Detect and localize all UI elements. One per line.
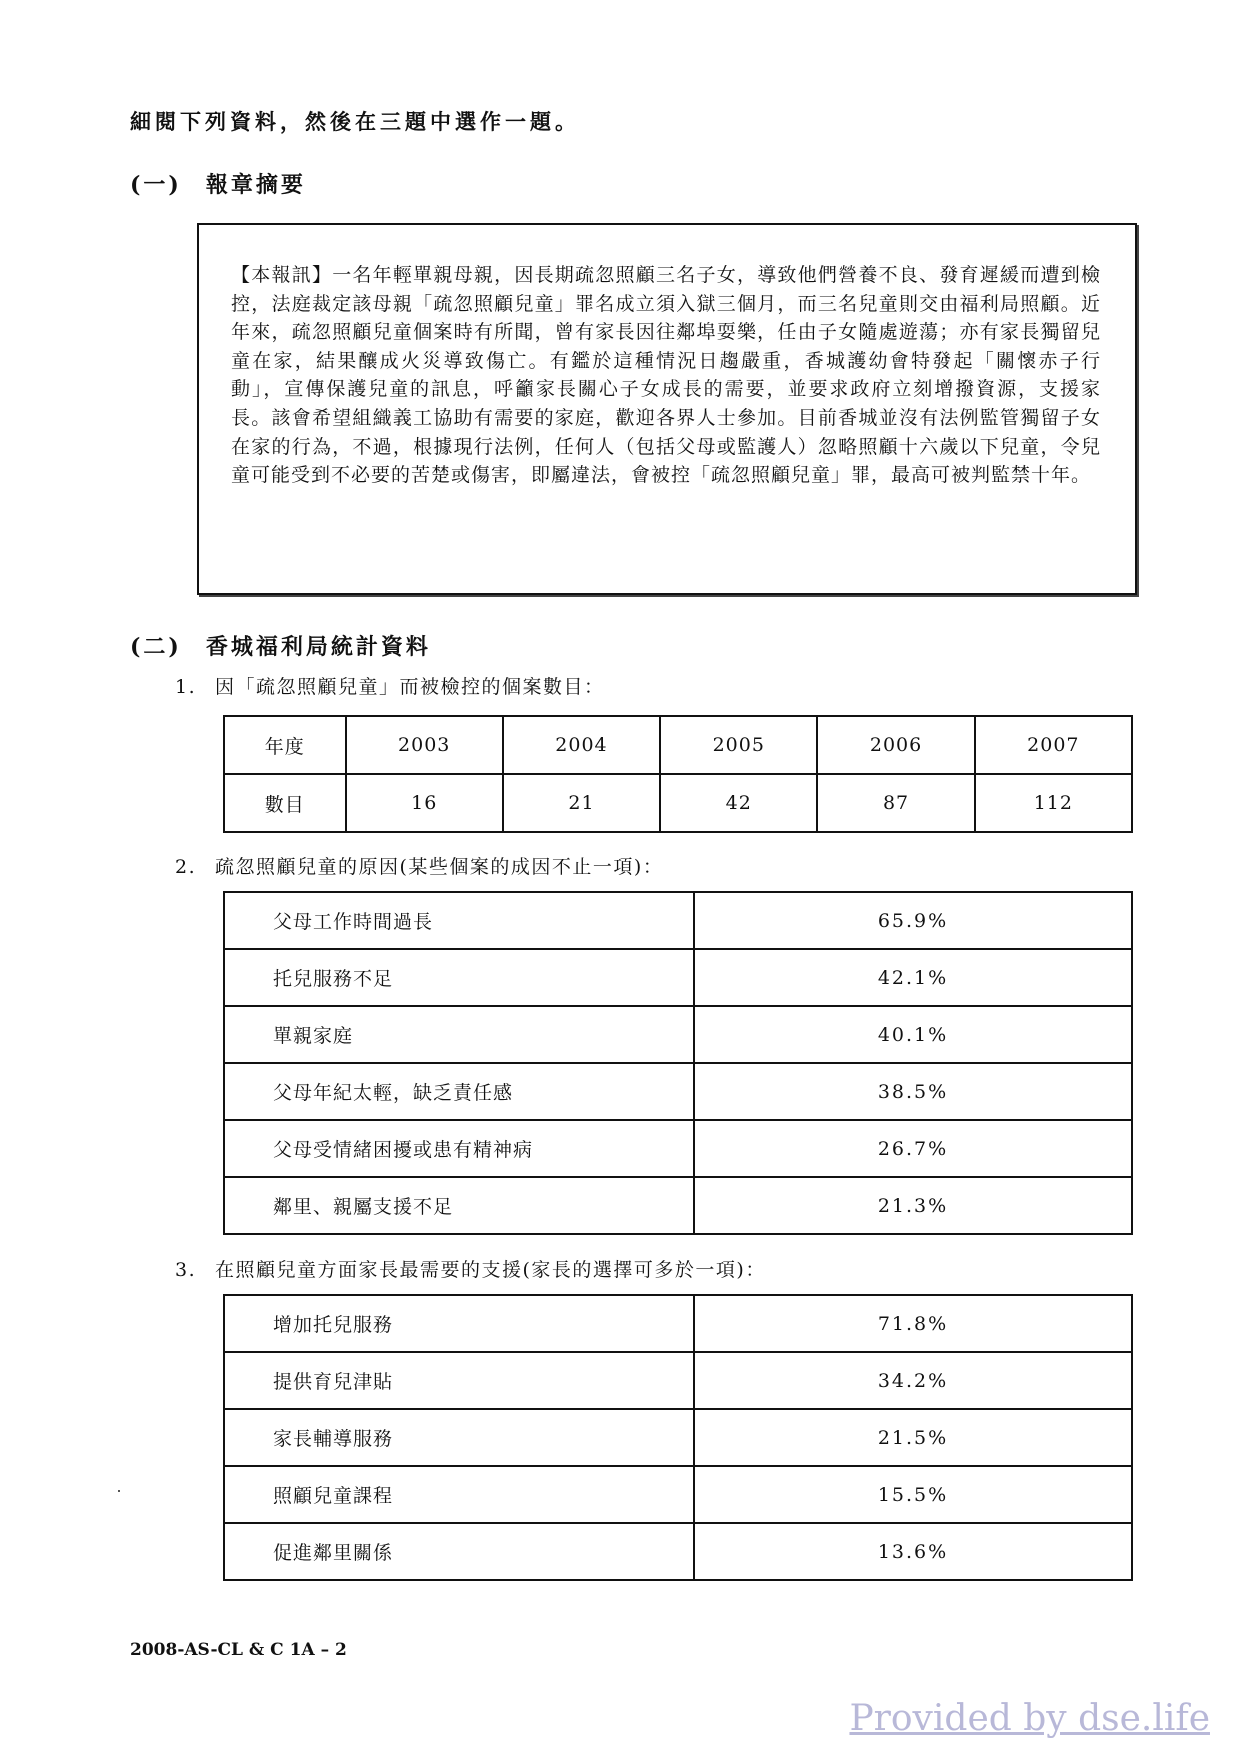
support-label: 照顧兒童課程 <box>224 1466 694 1523</box>
reason-value: 38.5% <box>694 1063 1132 1120</box>
year-cell: 2003 <box>346 716 503 774</box>
table-row <box>224 1120 1132 1177</box>
neglect-reasons-table <box>223 891 1133 1235</box>
section-2-number: (二) <box>130 634 182 660</box>
table-row <box>224 1523 1132 1580</box>
table-header-year: 年度 <box>224 716 346 774</box>
question-2-number: 2. <box>175 856 197 878</box>
count-cell: 16 <box>346 774 503 832</box>
question-3-number: 3. <box>175 1259 197 1281</box>
count-cell: 87 <box>817 774 974 832</box>
count-cell: 42 <box>660 774 817 832</box>
news-summary-box <box>197 223 1137 595</box>
reason-label: 父母工作時間過長 <box>224 892 694 949</box>
table-row <box>224 949 1132 1006</box>
question-2-text: 疏忽照顧兒童的原因(某些個案的成因不止一項)： <box>215 856 664 878</box>
reason-label: 單親家庭 <box>224 1006 694 1063</box>
page-footer-code: 2008-AS-CL & C 1A – 2 <box>130 1640 347 1660</box>
count-cell: 112 <box>975 774 1132 832</box>
table-row <box>224 716 1132 774</box>
table-row <box>224 1177 1132 1234</box>
parent-support-needs-table <box>223 1294 1133 1581</box>
reason-value: 42.1% <box>694 949 1132 1006</box>
table-row <box>224 774 1132 832</box>
instruction-text: 細閱下列資料，然後在三題中選作一題。 <box>130 109 580 134</box>
count-cell: 21 <box>503 774 660 832</box>
support-value: 13.6% <box>694 1523 1132 1580</box>
reason-label: 鄰里、親屬支援不足 <box>224 1177 694 1234</box>
reason-value: 40.1% <box>694 1006 1132 1063</box>
section-2-heading <box>130 630 431 661</box>
question-3-label <box>175 1255 766 1282</box>
question-1-label <box>175 672 605 699</box>
watermark-link[interactable]: Provided by dse.life <box>849 1698 1210 1739</box>
table-row <box>224 892 1132 949</box>
table-header-count: 數目 <box>224 774 346 832</box>
support-label: 提供育兒津貼 <box>224 1352 694 1409</box>
question-2-label <box>175 852 663 879</box>
year-cell: 2006 <box>817 716 974 774</box>
section-2-title: 香城福利局統計資料 <box>205 634 431 660</box>
reason-label: 父母年紀太輕，缺乏責任感 <box>224 1063 694 1120</box>
question-1-number: 1. <box>175 676 197 698</box>
table-row <box>224 1063 1132 1120</box>
cases-by-year-table <box>223 715 1133 833</box>
support-value: 21.5% <box>694 1409 1132 1466</box>
table-row <box>224 1409 1132 1466</box>
table-row <box>224 1295 1132 1352</box>
support-value: 71.8% <box>694 1295 1132 1352</box>
year-cell: 2007 <box>975 716 1132 774</box>
year-cell: 2004 <box>503 716 660 774</box>
table-row <box>224 1352 1132 1409</box>
news-summary-text: 【本報訊】一名年輕單親母親，因長期疏忽照顧三名子女，導致他們營養不良、發育遲緩而遭到檢控，法庭裁定該母親「疏忽照顧兒童」罪名成立須入獄三個月，而三名兒童則交由福利局照顧。近年來，疏忽照顧兒童個案時有所聞，曾有家長因往鄰埠耍樂，任由子女隨處遊蕩；亦有家長獨留兒童在家，結果釀成火災導致傷亡。有鑑於這種情況日趨嚴重，香城護幼會特發起「關懷赤子行動」，宣傳保護兒童的訊息，呼籲家長關心子女成長的需要，並要求政府立刻增撥資源，支援家長。該會希望組織義工協助有需要的家庭，歡迎各界人士參加。目前香城並沒有法例監管獨留子女在家的行為，不過，根據現行法例，任何人（包括父母或監護人）忽略照顧十六歲以下兒童，令兒童可能受到不必要的苦楚或傷害，即屬違法，會被控「疏忽照顧兒童」罪，最高可被判監禁十年。 <box>231 264 1101 487</box>
year-cell: 2005 <box>660 716 817 774</box>
question-1-text: 因「疏忽照顧兒童」而被檢控的個案數目： <box>215 676 605 698</box>
reason-label: 父母受情緒困擾或患有精神病 <box>224 1120 694 1177</box>
support-label: 增加托兒服務 <box>224 1295 694 1352</box>
support-value: 34.2% <box>694 1352 1132 1409</box>
reason-value: 26.7% <box>694 1120 1132 1177</box>
reason-value: 21.3% <box>694 1177 1132 1234</box>
support-value: 15.5% <box>694 1466 1132 1523</box>
reason-value: 65.9% <box>694 892 1132 949</box>
section-1-title: 報章摘要 <box>205 172 306 198</box>
scan-speck <box>118 1490 120 1492</box>
reason-label: 托兒服務不足 <box>224 949 694 1006</box>
section-1-number: (一) <box>130 172 182 198</box>
question-3-text: 在照顧兒童方面家長最需要的支援(家長的選擇可多於一項)： <box>215 1259 766 1281</box>
table-row <box>224 1006 1132 1063</box>
support-label: 促進鄰里關係 <box>224 1523 694 1580</box>
table-row <box>224 1466 1132 1523</box>
support-label: 家長輔導服務 <box>224 1409 694 1466</box>
section-1-heading <box>130 168 306 199</box>
